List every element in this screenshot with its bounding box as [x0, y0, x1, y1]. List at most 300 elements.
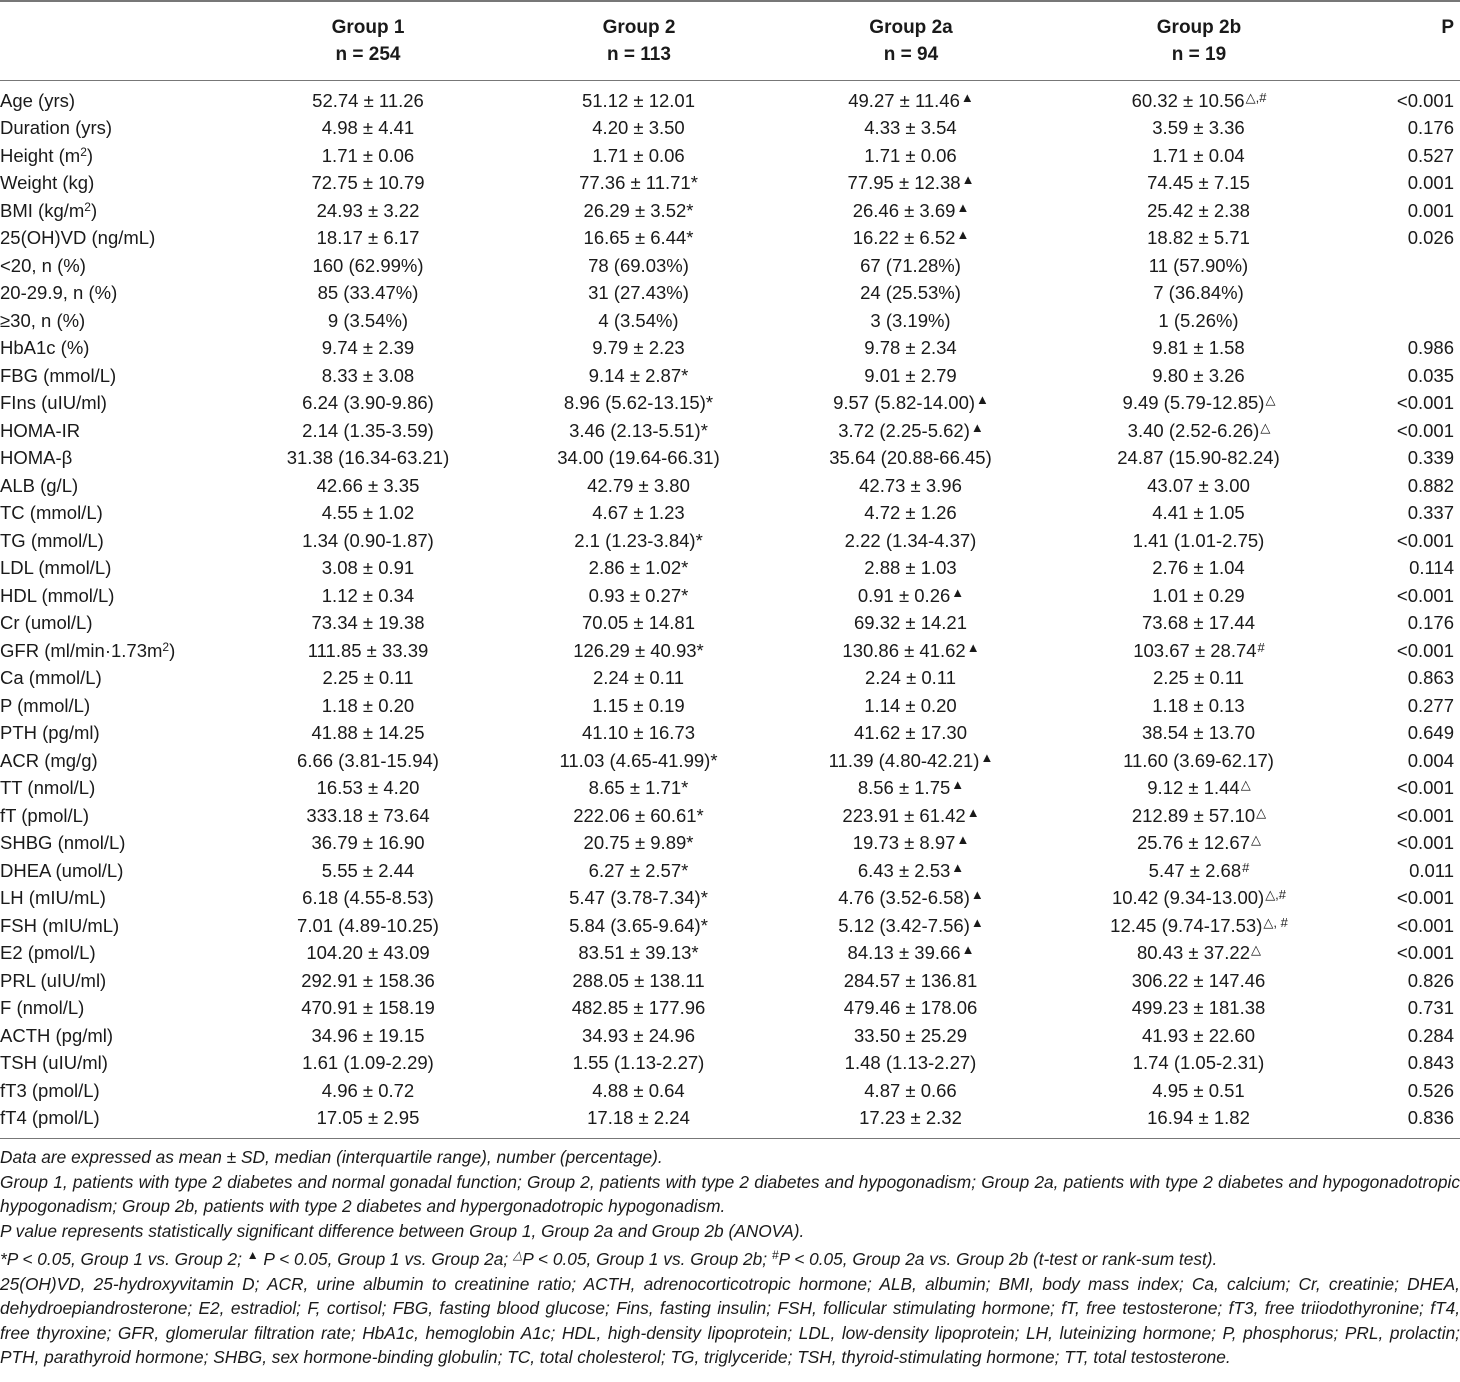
- header-group-2: Group 2 n = 113: [490, 1, 788, 81]
- row-label: BMI $(kg/m^2)$: [0, 199, 98, 221]
- cell-group-2b: 9.12 ± 1.44△: [1147, 777, 1251, 799]
- cell-p-value: 0.731: [1407, 997, 1454, 1019]
- cell-p-value: 0.863: [1407, 667, 1454, 689]
- cell-p-value: <0.001: [1396, 89, 1454, 111]
- cell-group-2b: 4.95 ± 0.51: [1152, 1079, 1245, 1101]
- cell-group-2: 8.96 (5.62-13.15)*: [563, 392, 714, 414]
- cell-group-2b: 11 (57.90%): [1148, 254, 1249, 276]
- cell-group-2b: 41.93 ± 22.60: [1141, 1024, 1256, 1046]
- row-label: FIns (uIU/ml): [0, 392, 107, 414]
- cell-group-2a: 35.64 (20.88-66.45): [829, 447, 992, 469]
- row-label: TG (mmol/L): [0, 529, 104, 551]
- cell-p-value: [1364, 307, 1460, 335]
- cell-group-2b: 9.49 (5.79-12.85)△: [1122, 392, 1276, 414]
- cell-group-1: 4.55 ± 1.02: [321, 502, 415, 524]
- cell-group-2a: 1.14 ± 0.20: [864, 694, 957, 716]
- cell-group-2: 41.10 ± 16.73: [581, 722, 696, 744]
- cell-group-1: 42.66 ± 3.35: [316, 474, 420, 496]
- row-label: PRL (uIU/ml): [0, 969, 107, 991]
- table-row: [0, 665, 1460, 693]
- cell-group-2b: 43.07 ± 3.00: [1147, 474, 1250, 496]
- table-row: [0, 802, 1460, 830]
- cell-group-2: 5.84 (3.65-9.64)*: [569, 914, 708, 936]
- cell-group-2b: 1.01 ± 0.29: [1152, 584, 1245, 606]
- cell-p-value: 0.001: [1407, 199, 1454, 221]
- row-label: fT (pmol/L): [0, 804, 90, 826]
- cell-group-1: 3.08 ± 0.91: [321, 557, 415, 579]
- significance-mark: ▲: [966, 639, 980, 655]
- cell-p-value: 0.277: [1407, 694, 1454, 716]
- cell-group-2a: 9.57 (5.82-14.00)▲: [833, 392, 989, 414]
- header-group-2b: Group 2b n = 19: [1034, 1, 1364, 81]
- cell-group-2a: 2.88 ± 1.03: [864, 557, 957, 579]
- table-row: [0, 912, 1460, 940]
- cell-group-2b: 80.43 ± 37.22△: [1136, 942, 1262, 964]
- cell-group-1: 111.85 ± 33.39: [307, 639, 429, 661]
- cell-p-value: 0.339: [1407, 447, 1454, 469]
- table-row: [0, 582, 1460, 610]
- cell-p-value: <0.001: [1396, 832, 1454, 854]
- cell-group-1: 17.05 ± 2.95: [246, 1105, 490, 1139]
- cell-group-2: 34.93 ± 24.96: [581, 1024, 696, 1046]
- significance-mark: #: [1257, 639, 1265, 655]
- significance-mark: #: [1242, 859, 1250, 875]
- cell-group-2a: 17.23 ± 2.32: [788, 1105, 1034, 1139]
- cell-p-value: 0.527: [1407, 144, 1454, 166]
- triangle-filled-icon: ▲: [246, 1248, 259, 1262]
- table-row: [0, 692, 1460, 720]
- row-label: TC (mmol/L): [0, 502, 103, 524]
- cell-group-2b: 38.54 ± 13.70: [1141, 722, 1256, 744]
- row-label: TSH (uIU/ml): [0, 1052, 108, 1074]
- footnote-group-definitions: Group 1, patients with type 2 diabetes and normal gonadal function; Group 2, patients with type 2 diabetes and hypogonadism; Group 2a, patients with type 2 diabetes and hypogonadotropic hypogonadism; Group 2b, patients with type 2 diabetes and hypergonadotropic hypogonadism.: [0, 1171, 1460, 1216]
- cell-group-2: 26.29 ± 3.52*: [583, 199, 694, 221]
- table-row: [0, 610, 1460, 638]
- significance-mark: △: [1265, 392, 1276, 408]
- cell-group-2a: 41.62 ± 17.30: [853, 722, 968, 744]
- row-label: ACTH (pg/ml): [0, 1024, 114, 1046]
- cell-group-2b: 16.94 ± 1.82: [1034, 1105, 1364, 1139]
- cell-group-1: 104.20 ± 43.09: [306, 942, 430, 964]
- cell-group-2b: 25.76 ± 12.67△: [1136, 832, 1262, 854]
- cell-p-value: <0.001: [1396, 419, 1454, 441]
- cell-group-2a: 77.95 ± 12.38▲: [847, 172, 975, 194]
- cell-group-2b: 73.68 ± 17.44: [1141, 612, 1256, 634]
- significance-mark: ▲: [960, 89, 974, 105]
- row-label: HOMA-IR: [0, 419, 81, 441]
- cell-group-2: 42.79 ± 3.80: [587, 474, 690, 496]
- row-label: DHEA (umol/L): [0, 859, 124, 881]
- cell-group-2: 2.86 ± 1.02*: [588, 557, 689, 579]
- cell-p-value: 0.176: [1407, 612, 1454, 634]
- cell-group-1: 36.79 ± 16.90: [311, 832, 425, 854]
- table-row: [0, 857, 1460, 885]
- cell-group-2a: 130.86 ± 41.62▲: [842, 639, 980, 661]
- table-row: [0, 775, 1460, 803]
- row-label: Ca (mmol/L): [0, 667, 102, 689]
- cell-group-2a: 9.01 ± 2.79: [864, 364, 957, 386]
- cell-p-value: 0.284: [1407, 1024, 1454, 1046]
- significance-mark: ▲: [980, 749, 994, 765]
- table-row: [0, 940, 1460, 968]
- cell-p-value: 0.026: [1407, 227, 1454, 249]
- row-label: 25(OH)VD (ng/mL): [0, 227, 156, 249]
- significance-mark: ▲: [956, 227, 970, 243]
- cell-group-2a: 4.33 ± 3.54: [864, 117, 957, 139]
- significance-mark: ▲: [966, 804, 980, 820]
- cell-group-1: 1.71 ± 0.06: [321, 144, 415, 166]
- cell-p-value: 0.882: [1407, 474, 1454, 496]
- cell-group-1: 1.18 ± 0.20: [321, 694, 415, 716]
- cell-group-2a: 24 (25.53%): [860, 282, 961, 304]
- cell-group-2a: 67 (71.28%): [860, 254, 961, 276]
- row-label: Height $(m^2)$: [0, 144, 94, 166]
- cell-group-2: 20.75 ± 9.89*: [583, 832, 694, 854]
- cell-group-1: 1.61 (1.09-2.29): [302, 1052, 434, 1074]
- cell-group-2a: 11.39 (4.80-42.21)▲: [828, 749, 994, 771]
- cell-group-2b: 2.76 ± 1.04: [1152, 557, 1245, 579]
- row-label: P (mmol/L): [0, 694, 91, 716]
- cell-group-2: 1.55 (1.13-2.27): [572, 1052, 705, 1074]
- cell-group-2: 288.05 ± 138.11: [572, 969, 705, 991]
- significance-mark: △: [1240, 777, 1251, 793]
- row-label: Duration (yrs): [0, 117, 113, 139]
- cell-p-value: 0.836: [1364, 1105, 1460, 1139]
- cell-group-2: 1.71 ± 0.06: [592, 144, 685, 166]
- cell-group-2b: 74.45 ± 7.15: [1147, 172, 1250, 194]
- cell-group-1: 85 (33.47%): [317, 282, 419, 304]
- cell-group-2a: 4.87 ± 0.66: [864, 1079, 957, 1101]
- cell-p-value: 0.986: [1407, 337, 1454, 359]
- header-p-value: P: [1364, 1, 1460, 81]
- cell-p-value: [1364, 252, 1460, 280]
- row-label: LDL (mmol/L): [0, 557, 112, 579]
- table-row: [0, 472, 1460, 500]
- footnote-significance: *P < 0.05, Group 1 vs. Group 2; ▲ P < 0.05, Group 1 vs. Group 2a; △P < 0.05, Group 1 vs. Group 2b; #P < 0.05, Group 2a vs. Group 2b (t-test or rank-sum test).: [0, 1248, 1218, 1269]
- table-row: [0, 555, 1460, 583]
- table-row: [0, 995, 1460, 1023]
- row-label: Weight (kg): [0, 172, 95, 194]
- cell-group-1: 18.17 ± 6.17: [316, 227, 420, 249]
- table-row: [0, 747, 1460, 775]
- cell-p-value: <0.001: [1396, 777, 1454, 799]
- cell-p-value: 0.176: [1407, 117, 1454, 139]
- row-label: HOMA-β: [0, 447, 73, 469]
- table-row: [0, 500, 1460, 528]
- cell-p-value: 0.004: [1407, 749, 1454, 771]
- cell-group-2b: 12.45 (9.74-17.53)△, #: [1110, 914, 1288, 936]
- cell-group-2a: 284.57 ± 136.81: [843, 969, 978, 991]
- cell-group-2b: 4.41 ± 1.05: [1152, 502, 1245, 524]
- cell-group-2: 4.67 ± 1.23: [592, 502, 685, 524]
- table-row: [0, 252, 1460, 280]
- cell-p-value: 0.114: [1409, 557, 1454, 579]
- significance-mark: △,#: [1265, 887, 1287, 903]
- table-row: [0, 637, 1460, 665]
- row-label: fT3 (pmol/L): [0, 1079, 100, 1101]
- cell-group-2a: 8.56 ± 1.75▲: [857, 777, 965, 799]
- cell-p-value: <0.001: [1396, 639, 1454, 661]
- cell-p-value: 0.843: [1407, 1052, 1454, 1074]
- cell-group-1: 24.93 ± 3.22: [316, 199, 420, 221]
- cell-group-2: 77.36 ± 11.71*: [579, 172, 698, 194]
- cell-group-2a: 16.22 ± 6.52▲: [852, 227, 970, 249]
- row-label: ACR (mg/g): [0, 749, 98, 771]
- footnote-p-value: P value represents statistically significant difference between Group 1, Group 2a and Group 2b (ANOVA).: [0, 1220, 805, 1241]
- cell-group-2b: 18.82 ± 5.71: [1147, 227, 1250, 249]
- row-label: LH (mIU/mL): [0, 887, 106, 909]
- table-row: [0, 967, 1460, 995]
- cell-group-1: 6.66 (3.81-15.94): [297, 749, 439, 771]
- cell-group-2: 6.27 ± 2.57*: [588, 859, 689, 881]
- cell-p-value: <0.001: [1396, 584, 1454, 606]
- cell-group-1: 4.98 ± 4.41: [321, 117, 415, 139]
- cell-group-2a: 4.76 (3.52-6.58)▲: [838, 887, 984, 909]
- table-row: [0, 197, 1460, 225]
- cell-group-2: 16.65 ± 6.44*: [583, 227, 694, 249]
- cell-group-1: 333.18 ± 73.64: [306, 804, 430, 826]
- cell-group-1: 2.25 ± 0.11: [322, 667, 414, 689]
- cell-p-value: 0.035: [1407, 364, 1454, 386]
- significance-mark: ▲: [961, 942, 975, 958]
- cell-group-2a: 4.72 ± 1.26: [864, 502, 957, 524]
- cell-group-2a: 69.32 ± 14.21: [853, 612, 968, 634]
- table-row: [0, 720, 1460, 748]
- cell-group-2: 8.65 ± 1.71*: [588, 777, 689, 799]
- table-row: [0, 1077, 1460, 1105]
- cell-p-value: 0.826: [1407, 969, 1454, 991]
- cell-group-1: 73.34 ± 19.38: [311, 612, 425, 634]
- cell-group-2b: 306.22 ± 147.46: [1131, 969, 1266, 991]
- row-label: SHBG (nmol/L): [0, 832, 126, 854]
- cell-group-2b: 3.40 (2.52-6.26)△: [1127, 419, 1271, 441]
- cell-group-2: 9.14 ± 2.87*: [588, 364, 689, 386]
- cell-group-1: 4.96 ± 0.72: [321, 1079, 415, 1101]
- cell-group-2b: 3.59 ± 3.36: [1152, 117, 1245, 139]
- significance-mark: △,#: [1245, 89, 1267, 105]
- cell-group-2: 4 (3.54%): [598, 309, 679, 331]
- cell-group-2: 70.05 ± 14.81: [581, 612, 696, 634]
- table-row: [0, 830, 1460, 858]
- cell-group-2: 0.93 ± 0.27*: [588, 584, 689, 606]
- row-label: PTH (pg/ml): [0, 722, 100, 744]
- cell-group-2: 51.12 ± 12.01: [581, 89, 696, 111]
- significance-mark: ▲: [961, 172, 975, 188]
- row-label: GFR $(ml/\min\cdot 1.73m^2)$: [0, 639, 176, 661]
- cell-group-2: 222.06 ± 60.61*: [573, 804, 704, 826]
- cell-group-2b: 5.47 ± 2.68#: [1148, 859, 1250, 881]
- table-row: [0, 170, 1460, 198]
- cell-group-1: 292.91 ± 158.36: [301, 969, 435, 991]
- cell-group-1: 31.38 (16.34-63.21): [286, 447, 450, 469]
- cell-group-2a: 84.13 ± 39.66▲: [847, 942, 975, 964]
- cell-group-2: 17.18 ± 2.24: [490, 1105, 788, 1139]
- row-label: TT (nmol/L): [0, 777, 96, 799]
- cell-group-2a: 49.27 ± 11.46▲: [848, 89, 974, 111]
- table-header: [0, 1, 1460, 81]
- significance-mark: ▲: [956, 199, 970, 215]
- cell-group-2b: 1 (5.26%): [1158, 309, 1239, 331]
- row-label: <20, n (%): [0, 254, 86, 276]
- cell-group-2a: 223.91 ± 61.42▲: [842, 804, 980, 826]
- header-group-2a: Group 2a n = 94: [788, 1, 1034, 81]
- cell-group-2: 482.85 ± 177.96: [571, 997, 706, 1019]
- row-label: E2 (pmol/L): [0, 942, 96, 964]
- significance-mark: ▲: [970, 419, 984, 435]
- cell-group-2b: 2.25 ± 0.11: [1152, 667, 1245, 689]
- cell-p-value: 0.011: [1409, 859, 1454, 881]
- table-row: [0, 417, 1460, 445]
- header-group-1: Group 1 n = 254: [246, 1, 490, 81]
- cell-group-1: 16.53 ± 4.20: [316, 777, 420, 799]
- cell-p-value: <0.001: [1396, 392, 1454, 414]
- table-footnotes: [0, 1139, 1460, 1370]
- cell-group-2b: 499.23 ± 181.38: [1131, 997, 1266, 1019]
- cell-group-2b: 9.80 ± 3.26: [1152, 364, 1245, 386]
- cell-group-2: 2.24 ± 0.11: [592, 667, 685, 689]
- cell-p-value: <0.001: [1396, 914, 1454, 936]
- cell-group-2a: 2.22 (1.34-4.37): [844, 529, 977, 551]
- significance-mark: △: [1256, 804, 1267, 820]
- cell-group-2: 4.88 ± 0.64: [592, 1079, 685, 1101]
- cell-group-1: 8.33 ± 3.08: [321, 364, 415, 386]
- cell-group-2b: 103.67 ± 28.74#: [1133, 639, 1265, 661]
- cell-group-2a: 0.91 ± 0.26▲: [857, 584, 965, 606]
- significance-mark: ▲: [976, 392, 989, 408]
- cell-group-1: 52.74 ± 11.26: [312, 89, 424, 111]
- cell-p-value: 0.649: [1407, 722, 1454, 744]
- significance-mark: ▲: [951, 777, 965, 793]
- cell-group-2b: 1.18 ± 0.13: [1152, 694, 1245, 716]
- significance-mark: ▲: [970, 914, 984, 930]
- cell-group-1: 2.14 (1.35-3.59): [302, 419, 434, 441]
- footnote-data-format: Data are expressed as mean ± SD, median (interquartile range), number (percentage).: [0, 1147, 663, 1167]
- cell-group-2: 34.00 (19.64-66.31): [557, 447, 720, 469]
- row-label: FSH (mIU/mL): [0, 914, 120, 936]
- significance-mark: △: [1251, 942, 1262, 958]
- cell-group-2a: 6.43 ± 2.53▲: [857, 859, 965, 881]
- cell-group-1: 1.12 ± 0.34: [321, 584, 415, 606]
- cell-group-2a: 1.48 (1.13-2.27): [844, 1052, 977, 1074]
- row-label: ≥30, n (%): [0, 309, 86, 331]
- cell-group-1: 9 (3.54%): [327, 309, 409, 331]
- table-row: [0, 335, 1460, 363]
- header-variable: [0, 1, 246, 81]
- cell-group-2a: 9.78 ± 2.34: [864, 337, 957, 359]
- cell-group-2b: 9.81 ± 1.58: [1152, 337, 1245, 359]
- cell-group-1: 41.88 ± 14.25: [311, 722, 425, 744]
- cell-group-2: 9.79 ± 2.23: [592, 337, 685, 359]
- cell-p-value: 0.001: [1407, 172, 1454, 194]
- row-label: Age (yrs): [0, 89, 76, 111]
- row-label: Cr (umol/L): [0, 612, 93, 634]
- significance-mark: ▲: [951, 584, 965, 600]
- significance-mark: △, #: [1263, 914, 1288, 930]
- cell-group-2b: 212.89 ± 57.10△: [1131, 804, 1267, 826]
- cell-group-2b: 1.41 (1.01-2.75): [1132, 529, 1265, 551]
- cell-group-2b: 1.74 (1.05-2.31): [1132, 1052, 1265, 1074]
- table-row: [0, 115, 1460, 143]
- cell-group-2b: 11.60 (3.69-62.17): [1123, 749, 1274, 771]
- table-row: [0, 362, 1460, 390]
- significance-mark: △: [1251, 832, 1262, 848]
- table-row: [0, 225, 1460, 253]
- cell-group-1: 6.18 (4.55-8.53): [302, 887, 434, 909]
- table-row: [0, 1050, 1460, 1078]
- table-row: [0, 885, 1460, 913]
- table-row: [0, 390, 1460, 418]
- cell-p-value: 0.337: [1407, 502, 1454, 524]
- cell-p-value: <0.001: [1396, 804, 1454, 826]
- cell-p-value: <0.001: [1396, 942, 1454, 964]
- significance-mark: ▲: [956, 832, 970, 848]
- cell-group-1: 34.96 ± 19.15: [311, 1024, 425, 1046]
- significance-mark: ▲: [951, 859, 965, 875]
- table-row: [0, 81, 1460, 115]
- cell-group-1: 72.75 ± 10.79: [311, 172, 425, 194]
- cell-p-value: <0.001: [1396, 529, 1454, 551]
- significance-mark: ▲: [970, 887, 984, 903]
- cell-group-2a: 2.24 ± 0.11: [864, 667, 957, 689]
- row-label: HbA1c (%): [0, 337, 90, 359]
- cell-group-2a: 19.73 ± 8.97▲: [852, 832, 970, 854]
- cell-group-2a: 1.71 ± 0.06: [864, 144, 957, 166]
- hash-icon: #: [771, 1248, 779, 1262]
- cell-group-2a: 42.73 ± 3.96: [859, 474, 962, 496]
- row-label: ALB (g/L): [0, 474, 79, 496]
- cell-group-1: 7.01 (4.89-10.25): [297, 914, 439, 936]
- cell-group-1: 160 (62.99%): [312, 254, 424, 276]
- cell-group-2b: 60.32 ± 10.56△,#: [1131, 89, 1267, 111]
- table-row: [0, 1022, 1460, 1050]
- table-row: [0, 1105, 1460, 1139]
- table-row: [0, 445, 1460, 473]
- cell-group-2a: 33.50 ± 25.29: [853, 1024, 968, 1046]
- cell-group-2b: 25.42 ± 2.38: [1147, 199, 1250, 221]
- row-label: FBG (mmol/L): [0, 364, 117, 386]
- cell-group-2b: 1.71 ± 0.04: [1152, 144, 1245, 166]
- table-body: [0, 81, 1460, 1139]
- cell-group-2: 5.47 (3.78-7.34)*: [569, 887, 708, 909]
- cell-p-value: 0.526: [1407, 1079, 1454, 1101]
- cell-group-1: 470.91 ± 158.19: [301, 997, 435, 1019]
- cell-group-2a: 479.46 ± 178.06: [843, 997, 978, 1019]
- table-row: [0, 307, 1460, 335]
- triangle-open-icon: △: [513, 1248, 523, 1262]
- cell-group-2: 1.15 ± 0.19: [592, 694, 685, 716]
- table-row: [0, 142, 1460, 170]
- cell-group-2a: 26.46 ± 3.69▲: [852, 199, 970, 221]
- cell-group-1: 1.34 (0.90-1.87): [302, 529, 434, 551]
- cell-group-2b: 10.42 (9.34-13.00)△,#: [1111, 887, 1287, 909]
- table-row: [0, 280, 1460, 308]
- cell-group-2a: 3 (3.19%): [870, 309, 951, 331]
- cell-p-value: [1364, 280, 1460, 308]
- cell-group-2: 126.29 ± 40.93*: [573, 639, 704, 661]
- cell-group-2: 11.03 (4.65-41.99)*: [559, 749, 718, 771]
- significance-mark: △: [1260, 419, 1271, 435]
- cell-group-2: 3.46 (2.13-5.51)*: [569, 419, 708, 441]
- cell-group-2: 31 (27.43%): [588, 282, 689, 304]
- cell-p-value: <0.001: [1396, 887, 1454, 909]
- cell-group-1: 9.74 ± 2.39: [321, 337, 415, 359]
- cell-group-2b: 24.87 (15.90-82.24): [1117, 447, 1280, 469]
- cell-group-2: 83.51 ± 39.13*: [578, 942, 699, 964]
- row-label: 20-29.9, n (%): [0, 282, 118, 304]
- cell-group-2a: 3.72 (2.25-5.62)▲: [838, 419, 984, 441]
- cell-group-2a: 5.12 (3.42-7.56)▲: [838, 914, 984, 936]
- table-row: [0, 527, 1460, 555]
